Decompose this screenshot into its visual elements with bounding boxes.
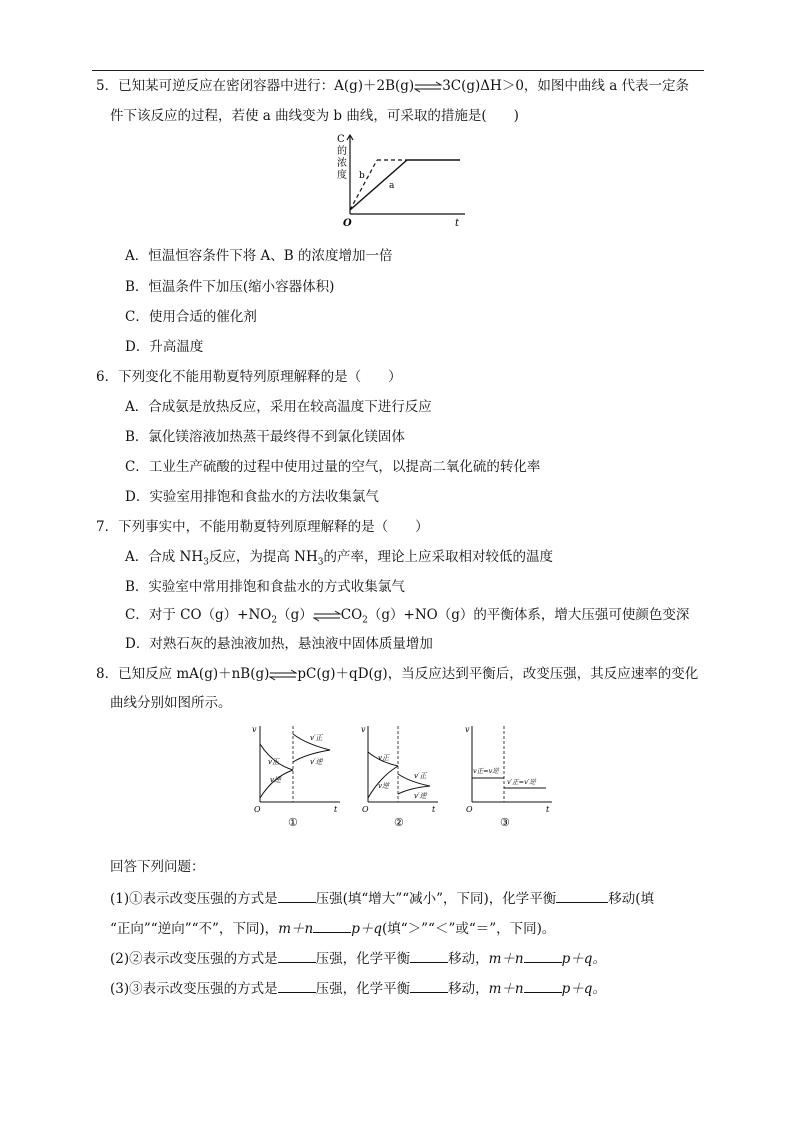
v-reverse-label: v逆 — [270, 776, 281, 784]
answer-blank[interactable] — [410, 949, 448, 963]
v-reverse-label: v逆 — [378, 782, 389, 790]
q8-1-text-c: 移动(填 — [608, 891, 655, 907]
curve-a-label: a — [389, 181, 395, 191]
q5-concentration-graph — [325, 130, 475, 230]
v-prime-reverse-label: v′逆 — [414, 792, 427, 800]
v-prime-reverse-label: v′逆 — [310, 758, 323, 766]
curve-b-label: b — [359, 171, 365, 181]
q8-2-pq: p＋q。 — [561, 951, 606, 967]
v-forward-label: v正 — [378, 754, 389, 762]
v-prime-forward-label: v′正 — [310, 734, 323, 742]
q8-3-move: 移动， — [448, 981, 489, 997]
q8-1-text-g: (填“＞”“＜”或“＝”，下同)。 — [381, 921, 556, 937]
q5-stem-line2: 件下该反应的过程，若使 a 曲线变为 b 曲线，可采取的措施是( ) — [110, 108, 519, 124]
q6-option-b: B．氯化镁溶液加热蒸干最终得不到氯化镁固体 — [125, 429, 405, 445]
q7-c-part4: （g）+NO（g）的平衡体系，增大压强可使颜色变深 — [367, 607, 690, 623]
q8-2-mn: m＋n — [488, 951, 524, 967]
q7-option-a — [125, 548, 553, 572]
q5-stem-line1 — [96, 77, 689, 95]
q8-1-text-d: “正向”“逆向”“不”，下同)， — [110, 921, 279, 937]
origin-label: O — [343, 218, 352, 229]
q8-3-pressure: 压强，化学平衡 — [315, 981, 411, 997]
q6-stem: 6．下列变化不能用勒夏特列原理解释的是（ ） — [96, 369, 402, 385]
q5-option-b: B．恒温条件下加压(缩小容器体积) — [125, 279, 335, 295]
q8-stem-line2: 曲线分别如图所示。 — [110, 695, 232, 711]
origin-label: O — [254, 805, 261, 814]
q8-rate-graph-1 — [248, 722, 348, 832]
q5-option-a: A．恒温恒容条件下将 A、B 的浓度增加一倍 — [125, 248, 393, 264]
y-label-3: 浓 — [337, 158, 347, 169]
q5-option-d: D．升高温度 — [125, 339, 204, 355]
q7-a-part1: A．合成 NH — [125, 549, 204, 565]
answer-blank[interactable] — [313, 919, 351, 933]
q8-stem-line1 — [96, 665, 698, 683]
q8-stem-part-b: pC(g)＋qD(g)，当反应达到平衡后，改变压强，其反应速率的变化 — [297, 666, 699, 682]
q7-a-part2: 反应，为提高 NH — [208, 549, 318, 565]
equilibrium-arrow-icon — [269, 669, 297, 681]
q5-stem-part-a: 5．已知某可逆反应在密闭容器中进行：A(g)＋2B(g) — [96, 78, 415, 94]
q8-sub2 — [110, 949, 606, 968]
v-forward-label: v正 — [268, 758, 279, 766]
q7-option-d: D．对熟石灰的悬浊液加热，悬浊液中固体质量增加 — [125, 636, 433, 652]
v-prime-equal-label: v′正=v′逆 — [507, 778, 536, 786]
q8-1-mn: m＋n — [278, 921, 314, 937]
q8-3-mn: m＋n — [488, 981, 524, 997]
answer-blank[interactable] — [556, 889, 608, 903]
q8-1-pq: p＋q — [351, 921, 382, 937]
q7-stem: 7．下列事实中，不能用勒夏特列原理解释的是（ ） — [96, 519, 429, 535]
q5-stem-part-b: 3C(g)ΔH＞0，如图中曲线 a 代表一定条 — [442, 78, 690, 94]
subscript-2: 2 — [271, 615, 278, 626]
figure-number: ③ — [500, 816, 510, 829]
subscript-2: 2 — [362, 615, 368, 626]
curve-b — [350, 160, 377, 210]
equilibrium-arrow-icon — [414, 81, 442, 93]
answer-blank[interactable] — [524, 979, 562, 993]
q8-3-text: (3)③表示改变压强的方式是 — [110, 981, 278, 997]
q7-c-part2: （g） — [277, 607, 313, 623]
v-prime-forward-label: v′正 — [414, 772, 427, 780]
x-label: t — [432, 805, 436, 814]
answer-blank[interactable] — [278, 979, 316, 993]
q7-c-part1: C．对于 CO（g）+NO — [125, 607, 272, 623]
origin-label: O — [362, 805, 369, 814]
answer-blank[interactable] — [278, 949, 316, 963]
figure-number: ② — [394, 816, 404, 829]
y-label-1: C — [337, 134, 345, 145]
q6-option-d: D．实验室用排饱和食盐水的方法收集氯气 — [125, 489, 379, 505]
q8-3-pq: p＋q。 — [561, 981, 606, 997]
figure-number: ① — [288, 816, 298, 829]
q8-1-text-a: (1)①表示改变压强的方式是 — [110, 891, 278, 907]
q8-stem-part-a: 8．已知反应 mA(g)＋nB(g) — [96, 666, 270, 682]
q7-option-c — [125, 606, 689, 630]
x-label: t — [334, 805, 338, 814]
q8-sub1-line1 — [110, 889, 654, 908]
y-label-4: 度 — [337, 170, 347, 181]
q8-1-text-b: 压强(填“增大”“减小”，下同)，化学平衡 — [315, 891, 557, 907]
q7-c-part3: CO — [340, 607, 363, 623]
v-forward-curve — [260, 744, 293, 770]
q6-option-a: A．合成氨是放热反应，采用在较高温度下进行反应 — [125, 399, 432, 415]
equilibrium-arrow-icon — [313, 610, 341, 622]
q7-a-part3: 的产率，理论上应采取相对较低的温度 — [323, 549, 553, 565]
x-label: t — [546, 805, 550, 814]
q8-sub3 — [110, 979, 606, 998]
q8-rate-graph-2 — [358, 722, 448, 832]
q7-option-b: B．实验室中常用排饱和食盐水的方式收集氯气 — [125, 579, 405, 595]
q6-option-c: C．工业生产硫酸的过程中使用过量的空气，以提高二氧化硫的转化率 — [125, 459, 541, 475]
q8-2-text: (2)②表示改变压强的方式是 — [110, 951, 278, 967]
q8-rate-graph-3 — [462, 722, 562, 832]
answer-blank[interactable] — [524, 949, 562, 963]
subscript-3: 3 — [317, 557, 324, 568]
q8-sub1-line2 — [110, 919, 555, 938]
q5-option-c: C．使用合适的催化剂 — [125, 309, 257, 325]
q8-2-pressure: 压强，化学平衡 — [315, 951, 411, 967]
origin-label: O — [466, 805, 473, 814]
v-reverse-curve — [260, 770, 293, 798]
y-label: v — [361, 725, 366, 734]
subscript-3: 3 — [203, 557, 209, 568]
y-label: v — [465, 725, 470, 734]
x-label: t — [455, 218, 460, 229]
q8-2-move: 移动， — [448, 951, 489, 967]
answer-blank[interactable] — [278, 889, 316, 903]
curve-a — [350, 160, 407, 210]
q8-prompt: 回答下列问题： — [110, 859, 205, 875]
y-label-2: 的 — [337, 146, 347, 157]
y-label: v — [252, 725, 257, 734]
answer-blank[interactable] — [410, 979, 448, 993]
v-equal-label: v正=v逆 — [473, 767, 499, 775]
top-rule — [92, 70, 704, 71]
